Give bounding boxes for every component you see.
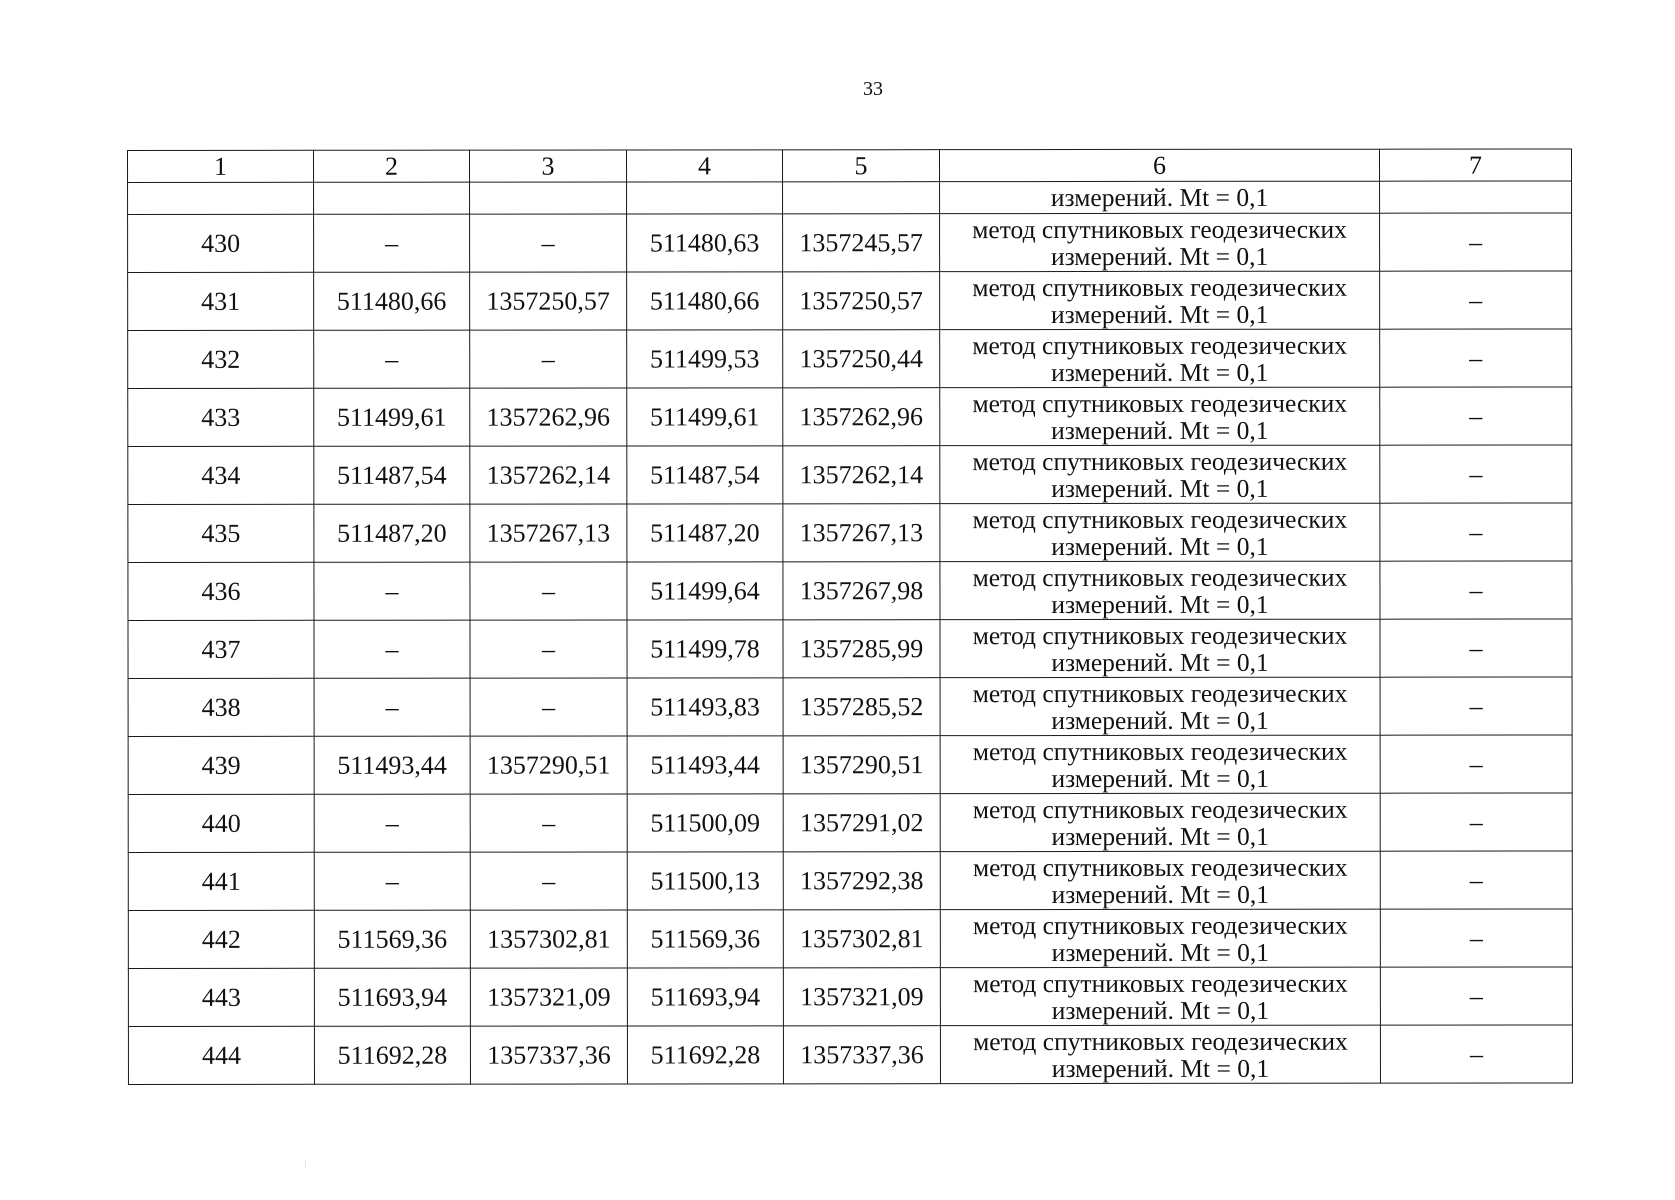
existing-y-cell: – bbox=[470, 620, 627, 678]
point-number-cell: 430 bbox=[128, 214, 314, 272]
method-cell bbox=[940, 967, 1380, 1025]
method-line: измерений. Mt = 0,1 bbox=[1050, 241, 1269, 271]
existing-y-cell: – bbox=[470, 794, 627, 852]
method-line: измерений. Mt = 0,1 bbox=[1051, 647, 1269, 677]
refined-x-cell: 511499,78 bbox=[627, 620, 783, 678]
point-number-cell: 439 bbox=[128, 736, 314, 794]
point-number-cell: 442 bbox=[128, 910, 314, 968]
point-number-cell: 440 bbox=[128, 794, 314, 852]
method-cell bbox=[940, 561, 1380, 619]
refined-x-cell: 511499,53 bbox=[627, 330, 783, 388]
method-cell: измерений. Mt = 0,1 bbox=[940, 181, 1380, 213]
existing-y-cell: 1357262,14 bbox=[470, 446, 627, 504]
refined-y-cell: 1357321,09 bbox=[783, 968, 940, 1026]
refined-x-cell: 511487,20 bbox=[627, 504, 783, 562]
header-cell: 6 bbox=[940, 149, 1380, 181]
point-number-cell: 441 bbox=[128, 852, 314, 910]
header-cell: 4 bbox=[627, 150, 783, 182]
method-cell bbox=[940, 735, 1380, 793]
method-cell bbox=[940, 619, 1380, 677]
existing-x-cell: 511487,20 bbox=[314, 504, 470, 562]
point-number-cell: 438 bbox=[128, 678, 314, 736]
point-number-cell: 433 bbox=[128, 388, 314, 446]
table-cell bbox=[783, 182, 940, 214]
point-number-cell: 437 bbox=[128, 620, 314, 678]
method-line: метод спутниковых геодезических bbox=[973, 1026, 1348, 1056]
point-number-cell: 436 bbox=[128, 562, 314, 620]
table-row bbox=[128, 329, 1572, 389]
method-cell bbox=[940, 445, 1380, 503]
description-cell: – bbox=[1380, 329, 1572, 387]
method-line: метод спутниковых геодезических bbox=[972, 620, 1348, 650]
refined-y-cell: 1357262,14 bbox=[783, 446, 940, 504]
page-number: 33 bbox=[863, 78, 883, 100]
existing-y-cell: – bbox=[470, 852, 627, 910]
existing-y-cell: 1357250,57 bbox=[470, 272, 627, 330]
table-row bbox=[128, 561, 1572, 621]
method-line: метод спутниковых геодезических bbox=[973, 910, 1348, 940]
description-cell: – bbox=[1380, 735, 1572, 793]
point-number-cell: 435 bbox=[128, 504, 314, 562]
refined-x-cell: 511499,61 bbox=[627, 388, 783, 446]
existing-x-cell: – bbox=[314, 794, 470, 852]
description-cell: – bbox=[1380, 561, 1572, 619]
method-line: метод спутниковых геодезических bbox=[972, 272, 1347, 302]
method-line: измерений. Mt = 0,1 bbox=[1051, 415, 1269, 445]
point-number-cell: 434 bbox=[128, 446, 314, 504]
method-line: измерений. Mt = 0,1 bbox=[1051, 357, 1269, 387]
header-cell: 3 bbox=[470, 150, 627, 182]
header-cell: 2 bbox=[314, 150, 470, 182]
description-cell: – bbox=[1380, 967, 1572, 1025]
refined-y-cell: 1357267,13 bbox=[783, 504, 940, 562]
table-cell bbox=[314, 182, 470, 214]
method-line: метод спутниковых геодезических bbox=[972, 214, 1347, 244]
table-body bbox=[128, 149, 1573, 1085]
refined-x-cell: 511487,54 bbox=[627, 446, 783, 504]
refined-x-cell: 511480,63 bbox=[627, 214, 783, 272]
refined-y-cell: 1357291,02 bbox=[783, 794, 940, 852]
description-cell: – bbox=[1380, 387, 1572, 445]
method-line: измерений. Mt = 0,1 bbox=[1051, 473, 1269, 503]
table-row bbox=[128, 445, 1572, 505]
refined-y-cell: 1357250,57 bbox=[783, 272, 940, 330]
existing-x-cell: – bbox=[314, 562, 470, 620]
existing-y-cell: – bbox=[470, 214, 627, 272]
coordinates-table bbox=[127, 148, 1573, 1085]
existing-x-cell: 511692,28 bbox=[314, 1026, 470, 1084]
method-line: метод спутниковых геодезических bbox=[972, 794, 1348, 824]
method-line: измерений. Mt = 0,1 bbox=[1051, 531, 1269, 561]
existing-x-cell: – bbox=[314, 330, 470, 388]
method-cell bbox=[940, 213, 1380, 271]
method-line: измерений. Mt = 0,1 bbox=[1051, 1053, 1270, 1083]
refined-y-cell: 1357250,44 bbox=[783, 330, 940, 388]
refined-x-cell: 511493,44 bbox=[627, 736, 783, 794]
existing-x-cell: – bbox=[314, 620, 470, 678]
description-cell: – bbox=[1380, 677, 1572, 735]
continuation-row bbox=[128, 181, 1572, 215]
existing-y-cell: – bbox=[470, 562, 627, 620]
method-cell bbox=[940, 793, 1380, 851]
existing-y-cell: – bbox=[470, 330, 627, 388]
method-cell bbox=[940, 271, 1380, 329]
table-row bbox=[128, 909, 1572, 969]
refined-x-cell: 511500,13 bbox=[627, 852, 783, 910]
method-line: измерений. Mt = 0,1 bbox=[1051, 763, 1269, 793]
table-row bbox=[128, 619, 1572, 679]
method-cell bbox=[940, 851, 1380, 909]
table-row bbox=[128, 271, 1572, 331]
point-number-cell: 431 bbox=[128, 272, 314, 330]
method-line: измерений. Mt = 0,1 bbox=[1050, 299, 1269, 329]
refined-x-cell: 511569,36 bbox=[627, 910, 783, 968]
method-line: метод спутниковых геодезических bbox=[972, 446, 1348, 476]
refined-y-cell: 1357292,38 bbox=[783, 852, 940, 910]
method-cell bbox=[940, 909, 1380, 967]
table-row bbox=[128, 851, 1572, 911]
table-row bbox=[128, 387, 1572, 447]
refined-x-cell: 511692,28 bbox=[627, 1026, 783, 1084]
method-line: метод спутниковых геодезических bbox=[972, 388, 1348, 418]
description-cell: – bbox=[1380, 619, 1572, 677]
table-cell bbox=[627, 182, 783, 214]
existing-x-cell: 511569,36 bbox=[314, 910, 470, 968]
method-line: измерений. Mt = 0,1 bbox=[1051, 995, 1270, 1025]
description-cell: – bbox=[1380, 271, 1572, 329]
refined-y-cell: 1357245,57 bbox=[783, 214, 940, 272]
method-line: метод спутниковых геодезических bbox=[972, 736, 1348, 766]
point-number-cell: 443 bbox=[128, 968, 314, 1026]
description-cell: – bbox=[1380, 213, 1572, 271]
refined-x-cell: 511480,66 bbox=[627, 272, 783, 330]
table-row bbox=[128, 677, 1572, 737]
table-cell bbox=[470, 182, 627, 214]
existing-x-cell: 511693,94 bbox=[314, 968, 470, 1026]
header-cell: 1 bbox=[128, 150, 314, 182]
refined-y-cell: 1357290,51 bbox=[783, 736, 940, 794]
existing-y-cell: – bbox=[470, 678, 627, 736]
refined-x-cell: 511499,64 bbox=[627, 562, 783, 620]
method-line: измерений. Mt = 0,1 bbox=[1051, 589, 1269, 619]
refined-x-cell: 511500,09 bbox=[627, 794, 783, 852]
method-line: измерений. Mt = 0,1 bbox=[1051, 937, 1270, 967]
method-line: метод спутниковых геодезических bbox=[972, 678, 1348, 708]
existing-x-cell: 511499,61 bbox=[314, 388, 470, 446]
method-line: метод спутниковых геодезических bbox=[972, 330, 1348, 360]
method-line: метод спутниковых геодезических bbox=[972, 562, 1348, 592]
method-cell bbox=[940, 503, 1380, 561]
existing-y-cell: 1357337,36 bbox=[470, 1026, 627, 1084]
method-cell bbox=[940, 1025, 1380, 1083]
existing-y-cell: 1357290,51 bbox=[470, 736, 627, 794]
existing-x-cell: 511493,44 bbox=[314, 736, 470, 794]
description-cell: – bbox=[1380, 851, 1572, 909]
method-line: метод спутниковых геодезических bbox=[973, 968, 1348, 998]
method-line: метод спутниковых геодезических bbox=[972, 504, 1348, 534]
description-cell: – bbox=[1380, 503, 1572, 561]
point-number-cell: 444 bbox=[128, 1026, 314, 1084]
refined-y-cell: 1357267,98 bbox=[783, 562, 940, 620]
table-row bbox=[128, 1025, 1572, 1085]
point-number-cell: 432 bbox=[128, 330, 314, 388]
method-cell bbox=[940, 677, 1380, 735]
table-row bbox=[128, 793, 1572, 853]
method-line: измерений. Mt = 0,1 bbox=[1051, 879, 1269, 909]
header-cell: 5 bbox=[783, 150, 940, 182]
table-cell bbox=[1380, 181, 1572, 213]
table-row bbox=[128, 503, 1572, 563]
table-row bbox=[128, 735, 1572, 795]
refined-y-cell: 1357337,36 bbox=[783, 1026, 940, 1084]
existing-x-cell: – bbox=[314, 852, 470, 910]
existing-y-cell: 1357267,13 bbox=[470, 504, 627, 562]
table-row bbox=[128, 213, 1572, 273]
existing-x-cell: 511487,54 bbox=[314, 446, 470, 504]
existing-x-cell: – bbox=[314, 678, 470, 736]
method-line: метод спутниковых геодезических bbox=[972, 852, 1348, 882]
existing-y-cell: 1357302,81 bbox=[470, 910, 627, 968]
header-cell: 7 bbox=[1379, 149, 1571, 181]
existing-x-cell: – bbox=[314, 214, 470, 272]
refined-y-cell: 1357285,52 bbox=[783, 678, 940, 736]
scan-artifact bbox=[305, 1160, 306, 1168]
method-line: измерений. Mt = 0,1 bbox=[1051, 705, 1269, 735]
method-line: измерений. Mt = 0,1 bbox=[1051, 821, 1269, 851]
refined-x-cell: 511493,83 bbox=[627, 678, 783, 736]
description-cell: – bbox=[1380, 793, 1572, 851]
description-cell: – bbox=[1380, 909, 1572, 967]
table-row bbox=[128, 967, 1572, 1027]
table-header-row bbox=[128, 149, 1572, 183]
refined-y-cell: 1357285,99 bbox=[783, 620, 940, 678]
refined-x-cell: 511693,94 bbox=[627, 968, 783, 1026]
method-cell bbox=[940, 329, 1380, 387]
existing-y-cell: 1357321,09 bbox=[470, 968, 627, 1026]
table-cell bbox=[128, 182, 314, 214]
existing-y-cell: 1357262,96 bbox=[470, 388, 627, 446]
description-cell: – bbox=[1380, 1025, 1572, 1083]
method-cell bbox=[940, 387, 1380, 445]
refined-y-cell: 1357302,81 bbox=[783, 910, 940, 968]
description-cell: – bbox=[1380, 445, 1572, 503]
existing-x-cell: 511480,66 bbox=[314, 272, 470, 330]
refined-y-cell: 1357262,96 bbox=[783, 388, 940, 446]
